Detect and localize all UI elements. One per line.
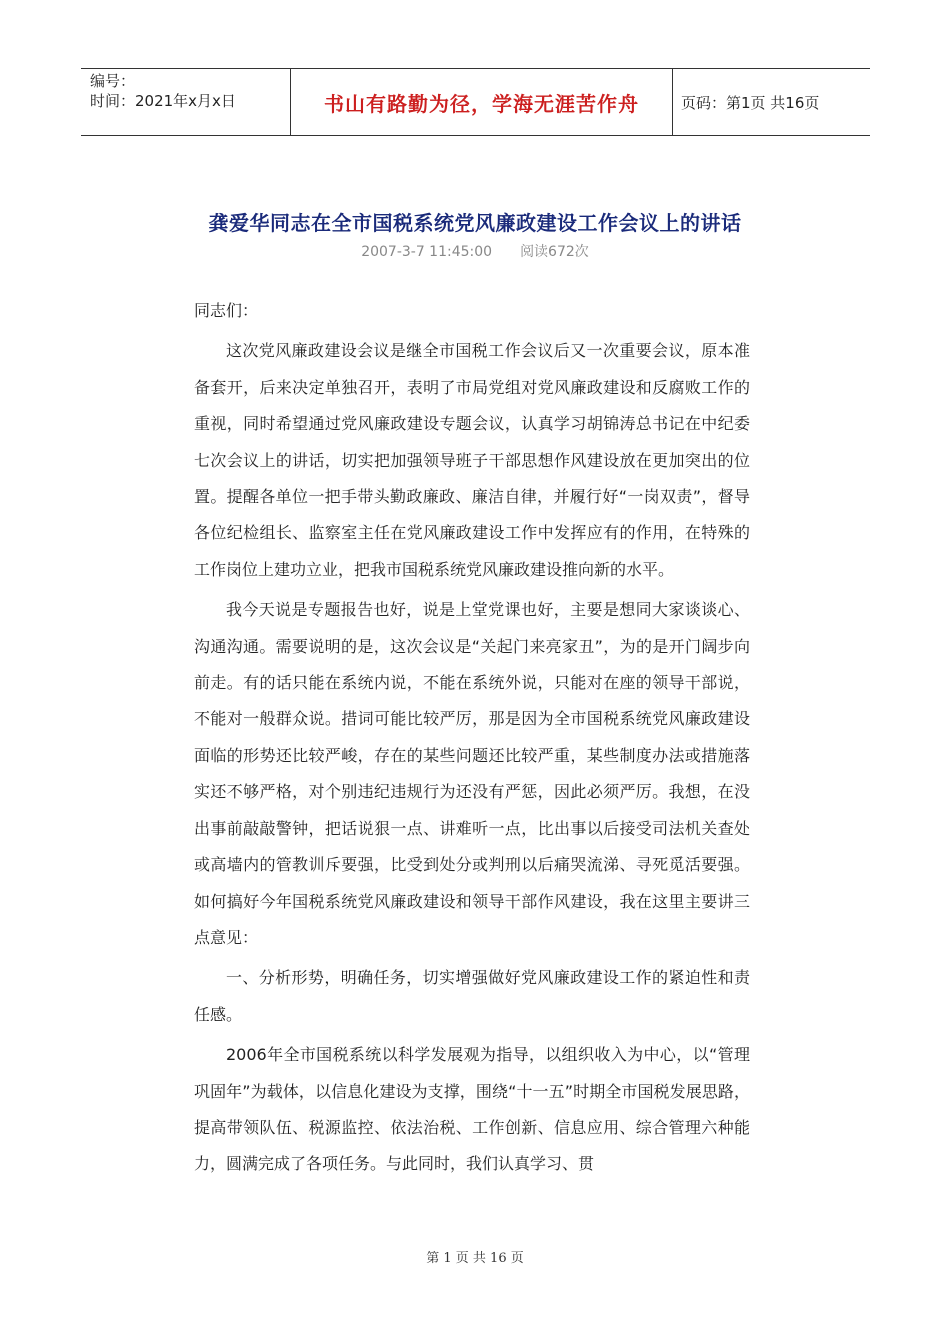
article-body [194, 293, 750, 1183]
page-header [81, 68, 870, 136]
paragraph: 2006年全市国税系统以科学发展观为指导，以组织收入为中心，以“管理巩固年”为载体，以信息化建设为支撑，围绕“十一五”时期全市国税发展思路，提高带领队伍、税源监控、依法治税、工作创新、信息应用、综合管理六种能力，圆满完成了各项任务。与此同时，我们认真学习、贯 [194, 1045, 750, 1174]
paragraph: 一、分析形势，明确任务，切实增强做好党风廉政建设工作的紧迫性和责任感。 [194, 968, 750, 1024]
page-footer: 第 1 页 共 16 页 [426, 1251, 524, 1266]
salutation: 同志们： [194, 301, 259, 320]
paragraph: 我今天说是专题报告也好，说是上堂党课也好，主要是想同大家谈谈心、沟通沟通。需要说明的是，这次会议是“关起门来亮家丑”，为的是开门阔步向前走。有的话只能在系统内说，不能在系统外说，只能对在座的领导干部说，不能对一般群众说。措词可能比较严厉，那是因为全市国税系统党风廉政建设面临的形势还比较严峻，存在的某些问题还比较严重，某些制度办法或措施落实还不够严格，对个别违纪违规行为还没有严惩，因此必须严厉。我想，在没出事前敲敲警钟，把话说狠一点、讲难听一点，比出事以后接受司法机关查处或高墙内的管教训斥要强，比受到处分或判刑以后痛哭流涕、寻死觅活要强。如何搞好今年国税系统党风廉政建设和领导干部作风建设，我在这里主要讲三点意见： [194, 600, 750, 947]
page-info: 页码：第1页 共16页 [681, 93, 820, 112]
article-datetime: 2007-3-7 11:45:00 [361, 244, 493, 260]
paragraph: 这次党风廉政建设会议是继全市国税工作会议后又一次重要会议，原本准备套开，后来决定单独召开，表明了市局党组对党风廉政建设和反腐败工作的重视，同时希望通过党风廉政建设专题会议，认真学习胡锦涛总书记在中纪委七次会议上的讲话，切实把加强领导班子干部思想作风建设放在更加突出的位置。提醒各单位一把手带头勤政廉政、廉洁自律，并履行好“一岗双责”，督导各位纪检组长、监察室主任在党风廉政建设工作中发挥应有的作用，在特殊的工作岗位上建功立业，把我市国税系统党风廉政建设推向新的水平。 [194, 341, 750, 579]
header-left-cell [81, 69, 290, 135]
number-label: 编号： [90, 72, 136, 90]
time-label: 时间：2021年x月x日 [90, 92, 236, 110]
motto: 书山有路勤为径，学海无涯苦作舟 [290, 69, 673, 135]
article-meta [0, 241, 950, 261]
article-title: 龚爱华同志在全市国税系统党风廉政建设工作会议上的讲话 [208, 211, 742, 235]
article-reads: 阅读672次 [520, 244, 589, 260]
